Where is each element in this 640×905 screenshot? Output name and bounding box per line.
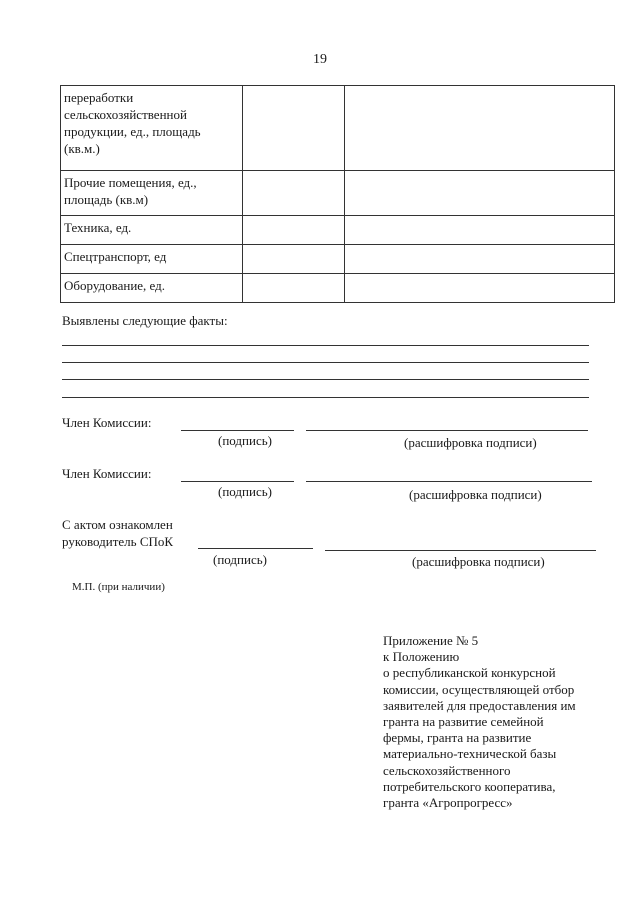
facts-line — [62, 345, 589, 346]
member2-signature-line — [181, 481, 294, 482]
member1-decoding-caption: (расшифровка подписи) — [404, 435, 537, 450]
appendix-line: гранта на развитие семейной — [383, 714, 544, 730]
table-cell — [345, 245, 615, 274]
member2-label: Член Комиссии: — [62, 466, 152, 481]
table-cell-label: Прочие помещения, ед., площадь (кв.м) — [61, 171, 243, 216]
appendix-line: о республиканской конкурсной — [383, 665, 556, 681]
inventory-table — [60, 85, 615, 303]
member1-signature-caption: (подпись) — [218, 433, 272, 448]
appendix-line: гранта «Агропрогресс» — [383, 795, 513, 811]
appendix-line: к Положению — [383, 649, 460, 665]
table-cell — [243, 245, 345, 274]
head-signature-caption: (подпись) — [213, 552, 267, 567]
appendix-line: комиссии, осуществляющей отбор — [383, 681, 575, 697]
table-cell — [345, 171, 615, 216]
member2-decoding-caption: (расшифровка подписи) — [409, 487, 542, 502]
head-decoding-line — [325, 550, 596, 551]
table-row — [61, 216, 615, 245]
table-cell — [243, 274, 345, 303]
table-row — [61, 274, 615, 303]
head-decoding-caption: (расшифровка подписи) — [412, 554, 545, 569]
member1-decoding-line — [306, 430, 588, 431]
appendix-block — [383, 633, 633, 811]
acquainted-label-line1: С актом ознакомлен — [62, 517, 173, 532]
stamp-note: М.П. (при наличии) — [72, 581, 165, 593]
head-signature-line — [198, 548, 313, 549]
table-cell-label: переработки сельскохозяйственной продукции, ед., площадь (кв.м.) — [61, 86, 243, 171]
appendix-line: сельскохозяйственного — [383, 762, 511, 778]
table-row — [61, 245, 615, 274]
member1-signature-line — [181, 430, 294, 431]
facts-line — [62, 362, 589, 363]
acquainted-label-line2: руководитель СПоК — [62, 534, 174, 549]
table-cell — [345, 86, 615, 171]
facts-line — [62, 397, 589, 398]
member1-label: Член Комиссии: — [62, 415, 152, 430]
table-cell — [243, 171, 345, 216]
table-cell — [345, 274, 615, 303]
table-row — [61, 86, 615, 171]
table-row — [61, 171, 615, 216]
facts-label: Выявлены следующие факты: — [62, 313, 228, 328]
table-cell-label: Спецтранспорт, ед — [61, 245, 243, 274]
page-number: 19 — [313, 52, 327, 67]
facts-line — [62, 379, 589, 380]
appendix-line: потребительского кооператива, — [383, 778, 556, 794]
member2-decoding-line — [306, 481, 592, 482]
table-cell — [243, 86, 345, 171]
appendix-line: фермы, гранта на развитие — [383, 730, 532, 746]
appendix-line: Приложение № 5 — [383, 633, 479, 648]
table-cell — [243, 216, 345, 245]
table-cell — [345, 216, 615, 245]
appendix-line: заявителей для предоставления им — [383, 697, 576, 713]
appendix-line: материально-технической базы — [383, 746, 557, 762]
table-cell-label: Техника, ед. — [61, 216, 243, 245]
table-cell-label: Оборудование, ед. — [61, 274, 243, 303]
member2-signature-caption: (подпись) — [218, 484, 272, 499]
